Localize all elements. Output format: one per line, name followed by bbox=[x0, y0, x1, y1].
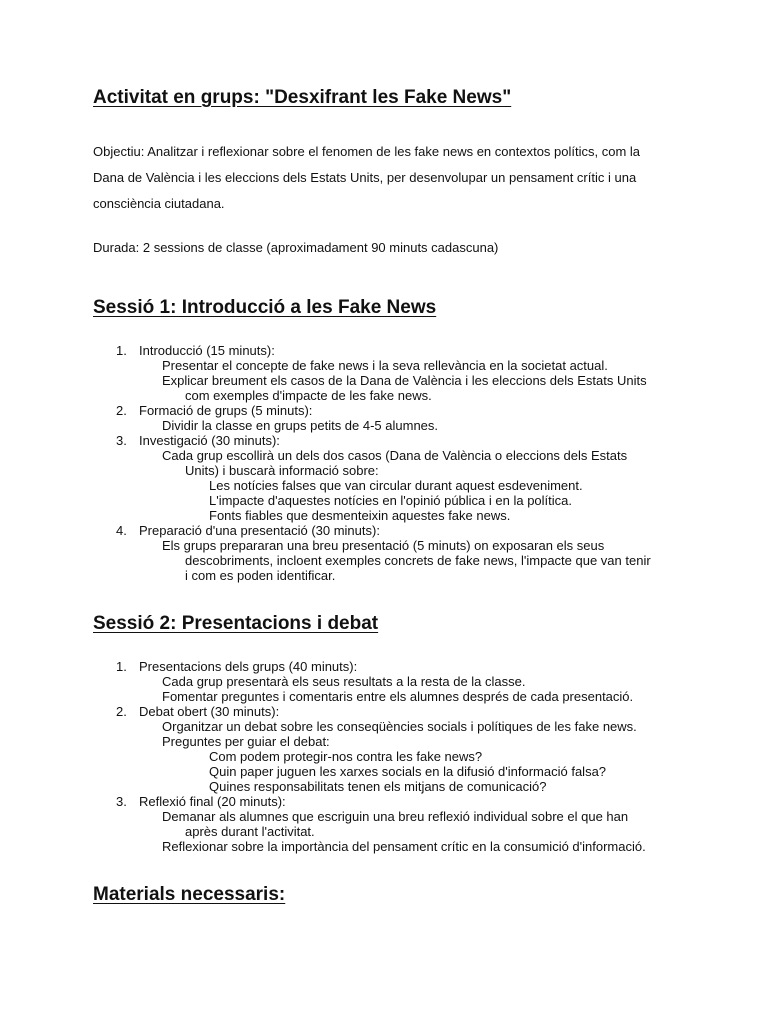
session1-list bbox=[93, 343, 693, 583]
objective-paragraph bbox=[93, 139, 640, 217]
sub-item-continuation: descobriments, incloent exemples concrets de fake news, l'impacte que van tenir bbox=[185, 553, 651, 568]
objective-line: Dana de València i les eleccions dels Estats Units, per desenvolupar un pensament crític i una bbox=[93, 170, 637, 185]
session2-list bbox=[93, 659, 693, 854]
item-label: Formació de grups (5 minuts): bbox=[139, 403, 313, 418]
sub-item: Presentar el concepte de fake news i la seva rellevància en la societat actual. bbox=[162, 358, 608, 373]
sub-item: Explicar breument els casos de la Dana de València i les eleccions dels Estats Units bbox=[162, 373, 647, 388]
sub-sub-item: Fonts fiables que desmenteixin aquestes fake news. bbox=[209, 508, 511, 523]
item-label: Reflexió final (20 minuts): bbox=[139, 794, 286, 809]
sub-item: Dividir la classe en grups petits de 4-5 alumnes. bbox=[162, 418, 439, 433]
sub-sub-item: L'impacte d'aquestes notícies en l'opinió pública i en la política. bbox=[209, 493, 573, 508]
sub-item: Cada grup presentarà els seus resultats a la resta de la classe. bbox=[162, 674, 526, 689]
session1-item: 1. Introducció (15 minuts): Presentar el concepte de fake news i la seva rellevància en la societat actual. Explicar breument els casos de la Dana de València i les eleccions dels Estats Units com exemples d'impacte de les fake news. bbox=[93, 343, 693, 403]
duration-paragraph: Durada: 2 sessions de classe (aproximadament 90 minuts cadascuna) bbox=[93, 240, 499, 255]
sub-sub-item: Com podem protegir-nos contra les fake news? bbox=[209, 749, 483, 764]
session2-heading: Sessió 2: Presentacions i debat bbox=[93, 613, 379, 634]
sub-sub-item: Les notícies falses que van circular durant aquest esdeveniment. bbox=[209, 478, 583, 493]
sub-item-continuation: i com es poden identificar. bbox=[185, 568, 336, 583]
sub-sub-item: Quin paper juguen les xarxes socials en la difusió d'informació falsa? bbox=[209, 764, 607, 779]
item-label: Preparació d'una presentació (30 minuts): bbox=[139, 523, 380, 538]
sub-item: Els grups prepararan una breu presentació (5 minuts) on exposaran els seus bbox=[162, 538, 605, 553]
sub-item: Preguntes per guiar el debat: bbox=[162, 734, 330, 749]
sub-item-continuation: com exemples d'impacte de les fake news. bbox=[185, 388, 432, 403]
item-label: Introducció (15 minuts): bbox=[139, 343, 275, 358]
sub-item: Cada grup escollirà un dels dos casos (Dana de València o eleccions dels Estats bbox=[162, 448, 628, 463]
sub-item-continuation: Units) i buscarà informació sobre: bbox=[185, 463, 379, 478]
sub-item: Organitzar un debat sobre les conseqüències socials i polítiques de les fake news. bbox=[162, 719, 637, 734]
session1-item: 4. Preparació d'una presentació (30 minuts): Els grups prepararan una breu presentació (5 minuts) on exposaran els seus descobriments, incloent exemples concrets de fake news, l'impacte que van tenir i com es poden identificar. bbox=[93, 523, 693, 583]
session1-item: 3. Investigació (30 minuts): Cada grup escollirà un dels dos casos (Dana de València o eleccions dels Estats Units) i buscarà informació sobre: Les notícies falses que van circular durant aquest esdeveniment. L'impacte d'aquestes notícies en l'opinió pública i en la política. Fonts fiables que desmenteixin aquestes fake news. bbox=[93, 433, 693, 523]
sub-item: Reflexionar sobre la importància del pensament crític en la consumició d'informació. bbox=[162, 839, 646, 854]
session2-item: 2. Debat obert (30 minuts): Organitzar un debat sobre les conseqüències socials i polítiques de les fake news. Preguntes per guiar el debat: Com podem protegir-nos contra les fake news? Quin paper juguen les xarxes socials en la difusió d'informació falsa? Quines responsabilitats tenen els mitjans de comunicació? bbox=[93, 704, 693, 794]
item-label: Debat obert (30 minuts): bbox=[139, 704, 280, 719]
sub-item: Fomentar preguntes i comentaris entre els alumnes després de cada presentació. bbox=[162, 689, 634, 704]
objective-line: Objectiu: Analitzar i reflexionar sobre el fenomen de les fake news en contextos polítics, com la bbox=[93, 144, 641, 159]
objective-line: consciència ciutadana. bbox=[93, 196, 225, 211]
item-label: Investigació (30 minuts): bbox=[139, 433, 280, 448]
sub-item: Demanar als alumnes que escriguin una breu reflexió individual sobre el que han bbox=[162, 809, 629, 824]
item-label: Presentacions dels grups (40 minuts): bbox=[139, 659, 358, 674]
sub-sub-item: Quines responsabilitats tenen els mitjans de comunicació? bbox=[209, 779, 547, 794]
sub-item-continuation: après durant l'activitat. bbox=[185, 824, 315, 839]
session1-item: 2. Formació de grups (5 minuts): Dividir la classe en grups petits de 4-5 alumnes. bbox=[93, 403, 693, 433]
session2-item: 3. Reflexió final (20 minuts): Demanar als alumnes que escriguin una breu reflexió individual sobre el que han après durant l'activitat. Reflexionar sobre la importància del pensament crític en la consumició d'informació. bbox=[93, 794, 693, 854]
document-title: Activitat en grups: "Desxifrant les Fake News" bbox=[93, 87, 512, 108]
session2-item: 1. Presentacions dels grups (40 minuts): Cada grup presentarà els seus resultats a la resta de la classe. Fomentar preguntes i comentaris entre els alumnes després de cada presentació. bbox=[93, 659, 693, 704]
session1-heading: Sessió 1: Introducció a les Fake News bbox=[93, 297, 437, 318]
materials-heading: Materials necessaris: bbox=[93, 884, 286, 905]
